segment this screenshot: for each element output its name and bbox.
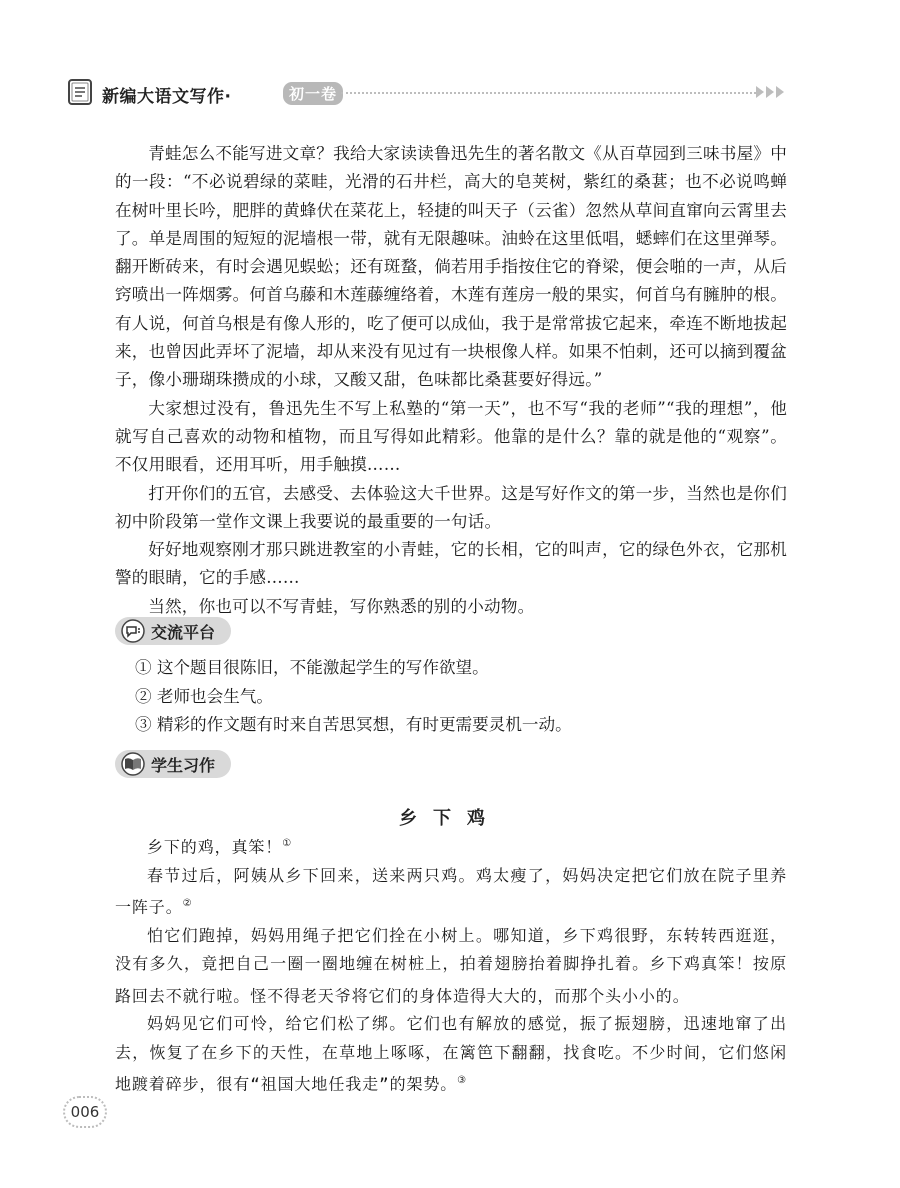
exchange-platform-label: 交流平台 bbox=[151, 622, 216, 642]
essay-text: 怕它们跑掉，妈妈用绳子把它们拴在小树上。哪知道，乡下鸡很野，东转转西逛逛，没有多久，竟把自己一圈一圈地缠在树桩上，拍着翅膀抬着脚挣扎着。乡下鸡真笨！按原路回去不就行啦。怪不得老天爷将它们的身体造得大大的，而那个头小小的。 bbox=[115, 925, 787, 1006]
series-title: 新编大语文写作· bbox=[102, 87, 232, 107]
essay-paragraph bbox=[115, 1010, 787, 1099]
intro-paragraph: 大家想过没有，鲁迅先生不写上私塾的“第一天”，也不写“我的老师”“我的理想”，他就写自己喜欢的动物和植物，而且写得如此精彩。他靠的是什么？靠的就是他的“观察”。不仅用眼看，还用耳听，用手触摸…… bbox=[115, 398, 787, 475]
footnote-mark: ① bbox=[282, 838, 292, 849]
exchange-platform-tag bbox=[115, 617, 231, 645]
list-item: ① 这个题目很陈旧，不能激起学生的写作欲望。 bbox=[135, 658, 489, 677]
footnote-mark: ② bbox=[182, 898, 192, 910]
intro-paragraph: 当然，你也可以不写青蛙，写你熟悉的别的小动物。 bbox=[148, 596, 535, 616]
essay-text: 春节过后，阿姨从乡下回来，送来两只鸡。鸡太瘦了，妈妈决定把它们放在院子里养一阵子。 bbox=[115, 865, 787, 917]
arrow-right-icon bbox=[756, 84, 786, 100]
essay-paragraph bbox=[115, 830, 787, 862]
intro-paragraph: 青蛙怎么不能写进文章？我给大家读读鲁迅先生的著名散文《从百草园到三味书屋》中的一段：“不必说碧绿的菜畦，光滑的石井栏，高大的皂荚树，紫红的桑葚；也不必说鸣蝉在树叶里长吟，肥胖的黄蜂伏在菜花上，轻捷的叫天子（云雀）忽然从草间直窜向云霄里去了。单是周围的短短的泥墙根一带，就有无限趣味。油蛉在这里低唱，蟋蟀们在这里弹琴。翻开断砖来，有时会遇见蜈蚣；还有斑蝥，倘若用手指按住它的脊梁，便会啪的一声，从后窍喷出一阵烟雾。何首乌藤和木莲藤缠络着，木莲有莲房一般的果实，何首乌有臃肿的根。有人说，何首乌根是有像人形的，吃了便可以成仙，我于是常常拔它起来，牵连不断地拔起来，也曾因此弄坏了泥墙，却从来没有见过有一块根像人样。如果不怕刺，还可以摘到覆盆子，像小珊瑚珠攒成的小球，又酸又甜，色味都比桑葚要好得远。” bbox=[115, 144, 787, 390]
header-divider bbox=[341, 92, 756, 94]
open-book-icon bbox=[121, 752, 145, 776]
essay-text: 乡下的鸡，真笨！ bbox=[147, 837, 283, 857]
intro-paragraph: 打开你们的五官，去感受、去体验这大千世界。这是写好作文的第一步，当然也是你们初中阶段第一堂作文课上我要说的最重要的一句话。 bbox=[115, 483, 787, 531]
page-number: 006 bbox=[63, 1096, 107, 1128]
footnote-mark: ③ bbox=[457, 1075, 467, 1087]
list-item: ③ 精彩的作文题有时来自苦思冥想，有时更需要灵机一动。 bbox=[135, 715, 572, 735]
essay-paragraph bbox=[115, 862, 787, 922]
essay-text: 妈妈见它们可怜，给它们松了绑。它们也有解放的感觉，振了振翅膀，迅速地窜了出去，恢复了在乡下的天性，在草地上啄啄，在篱笆下翻翻，找食吃。不少时间，它们悠闲地踱着碎步，很有“祖国大地任我走”的架势。 bbox=[115, 1014, 787, 1094]
discussion-icon bbox=[121, 619, 145, 643]
grade-badge: 初一卷 bbox=[283, 82, 343, 105]
essay-paragraph bbox=[115, 922, 787, 1011]
book-icon bbox=[66, 78, 94, 106]
intro-paragraph: 好好地观察刚才那只跳进教室的小青蛙，它的长相，它的叫声，它的绿色外衣，它那机警的眼睛，它的手感…… bbox=[115, 540, 787, 588]
intro-text bbox=[115, 140, 787, 621]
student-work-label: 学生习作 bbox=[151, 755, 216, 775]
essay-title: 乡下鸡 bbox=[399, 808, 501, 829]
exchange-list bbox=[135, 654, 785, 740]
list-item: ② 老师也会生气。 bbox=[135, 686, 274, 706]
essay-body bbox=[115, 830, 787, 1099]
running-header bbox=[66, 78, 786, 108]
student-work-tag bbox=[115, 750, 231, 778]
